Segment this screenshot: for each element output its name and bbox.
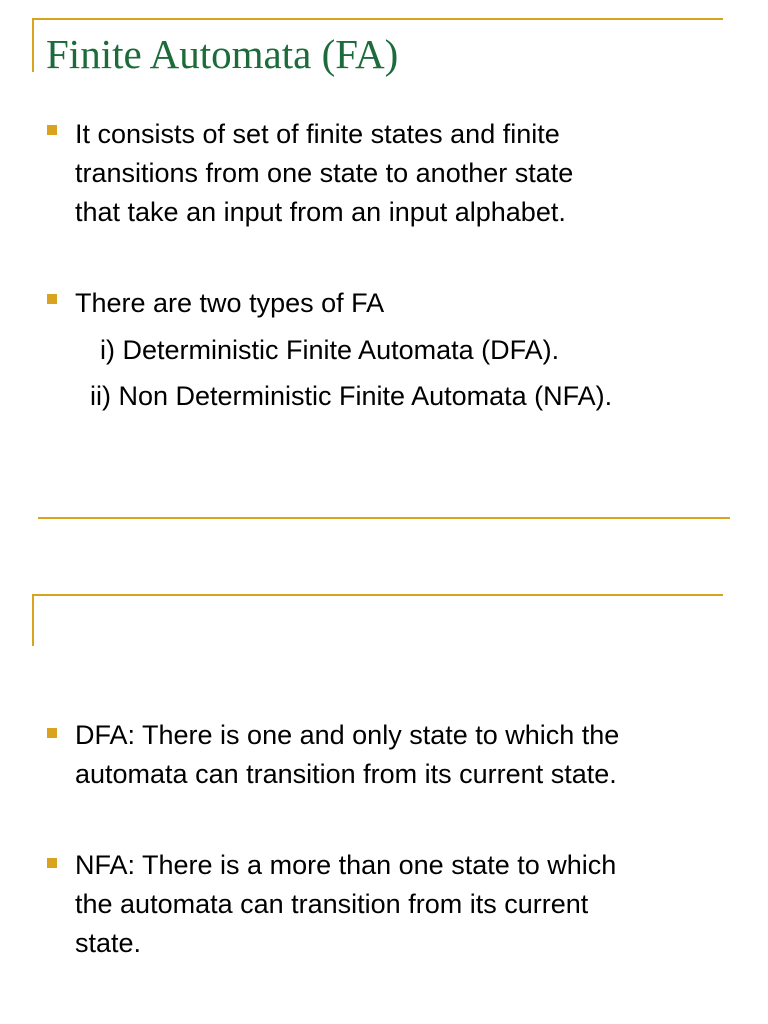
- sub-item-nfa: ii) Non Deterministic Finite Automata (NFA).: [90, 381, 613, 411]
- bullet-marker: [47, 728, 57, 738]
- sub-item-dfa: i) Deterministic Finite Automata (DFA).: [100, 335, 560, 365]
- bullet-marker: [47, 125, 57, 135]
- bullet-nfa-definition: NFA: There is a more than one state to which the automata can transition from its current state.: [75, 850, 617, 958]
- bullet-dfa-definition: DFA: There is one and only state to which the automata can transition from its current state.: [75, 720, 620, 789]
- slide-title: Finite Automata (FA): [46, 31, 399, 77]
- bullet-marker: [47, 858, 57, 868]
- slide2-left-rule: [32, 594, 34, 646]
- slide1-top-rule: [32, 18, 723, 20]
- bullet-fa-definition: It consists of set of finite states and finite transitions from one state to another state that take an input from an input alphabet.: [75, 119, 574, 227]
- bullet-fa-types: There are two types of FA: [75, 288, 385, 318]
- slide2-top-rule: [32, 594, 723, 596]
- slide1-left-rule: [32, 18, 34, 72]
- bullet-marker: [47, 294, 57, 304]
- slide-separator: [38, 517, 730, 519]
